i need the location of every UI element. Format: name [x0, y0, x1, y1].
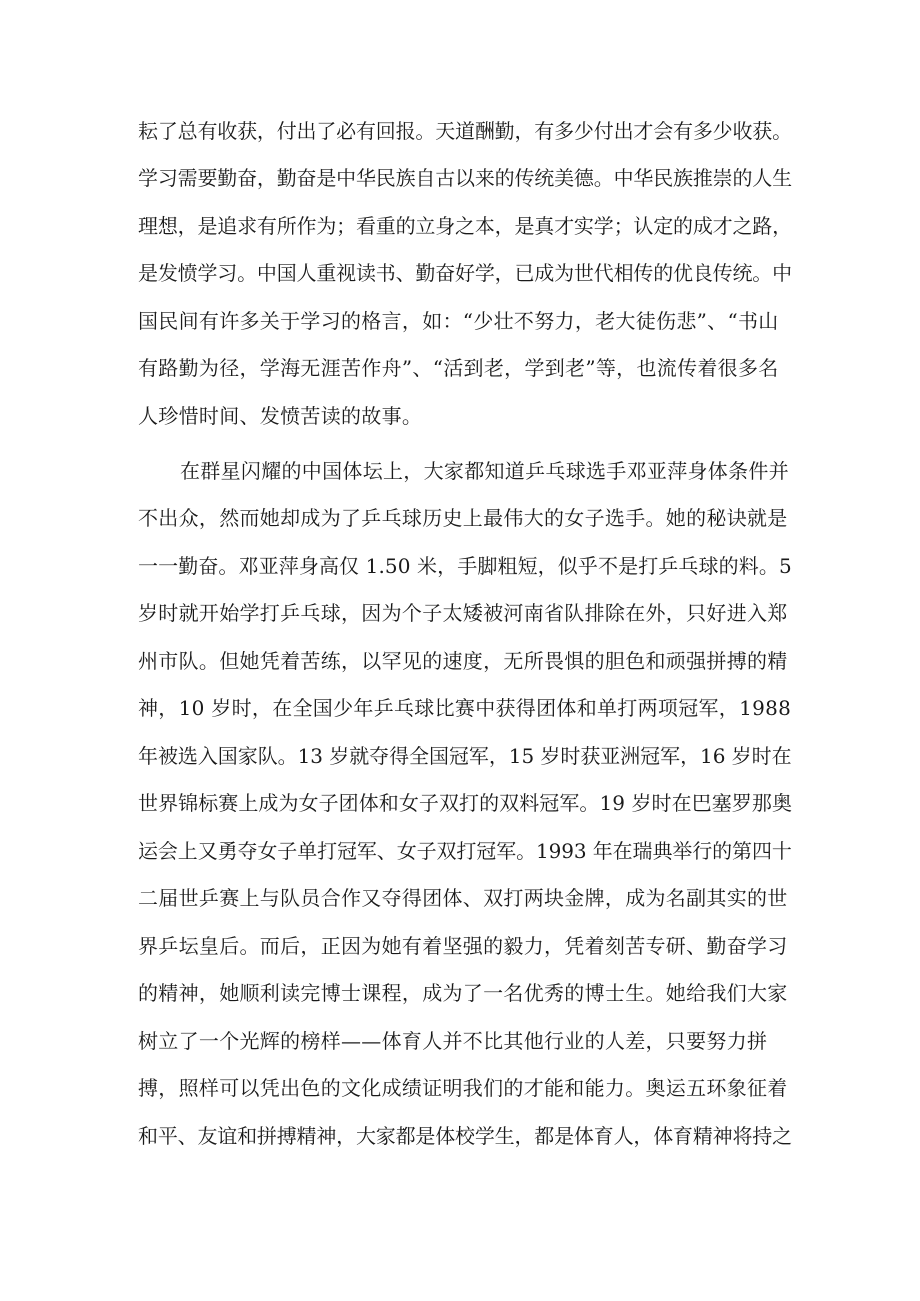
text-line: 界乒坛皇后。而后，正因为她有着坚强的毅力，凭着刻苦专研、勤奋学习	[138, 934, 788, 958]
text-line: 运会上又勇夺女子单打冠军、女子双打冠军。1993 年在瑞典举行的第四十	[138, 839, 792, 863]
text-line: 年被选入国家队。13 岁就夺得全国冠军，15 岁时获亚洲冠军，16 岁时在	[138, 744, 792, 768]
text-line: 学习需要勤奋，勤奋是中华民族自古以来的传统美德。中华民族推崇的人生	[138, 166, 792, 190]
text-line: 耘了总有收获，付出了必有回报。天道酬勤，有多少付出才会有多少收获。	[138, 119, 792, 143]
text-line: 世界锦标赛上成为女子团体和女子双打的双料冠军。19 岁时在巴塞罗那奥	[138, 791, 793, 815]
text-line: 国民间有许多关于学习的格言，如：“少壮不努力，老大徒伤悲”、“书山	[138, 309, 779, 333]
text-line: 有路勤为径，学海无涯苦作舟”、“活到老，学到老”等，也流传着很多名	[138, 356, 779, 380]
paragraph-first-line: 在群星闪耀的中国体坛上，大家都知道乒乓球选手邓亚萍身体条件并	[180, 459, 789, 483]
text-line: 二届世乒赛上与队员合作又夺得团体、双打两块金牌，成为名副其实的世	[138, 886, 788, 910]
text-line: 神，10 岁时，在全国少年乒乓球比赛中获得团体和单打两项冠军，1988	[138, 696, 792, 720]
text-line: 树立了一个光辉的榜样——体育人并不比其他行业的人差，只要努力拼	[138, 1029, 768, 1053]
text-line: 和平、友谊和拼搏精神，大家都是体校学生，都是体育人，体育精神将持之	[138, 1124, 792, 1148]
text-line: 是发愤学习。中国人重视读书、勤奋好学，已成为世代相传的优良传统。中	[138, 261, 792, 285]
text-line: 岁时就开始学打乒乓球，因为个子太矮被河南省队排除在外，只好进入郑	[138, 601, 788, 625]
text-line: 人珍惜时间、发愤苦读的故事。	[138, 404, 423, 428]
text-line: 理想，是追求有所作为；看重的立身之本，是真才实学；认定的成才之路，	[138, 214, 792, 238]
text-line: 的精神，她顺利读完博士课程，成为了一名优秀的博士生。她给我们大家	[138, 981, 788, 1005]
text-line: 一一勤奋。邓亚萍身高仅 1.50 米，手脚粗短，似乎不是打乒乓球的料。5	[138, 554, 792, 578]
text-line: 不出众，然而她却成为了乒乓球历史上最伟大的女子选手。她的秘诀就是	[138, 506, 788, 530]
text-line: 搏，照样可以凭出色的文化成绩证明我们的才能和能力。奥运五环象征着	[138, 1076, 788, 1100]
text-line: 州市队。但她凭着苦练，以罕见的速度，无所畏惧的胆色和顽强拼搏的精	[138, 649, 788, 673]
